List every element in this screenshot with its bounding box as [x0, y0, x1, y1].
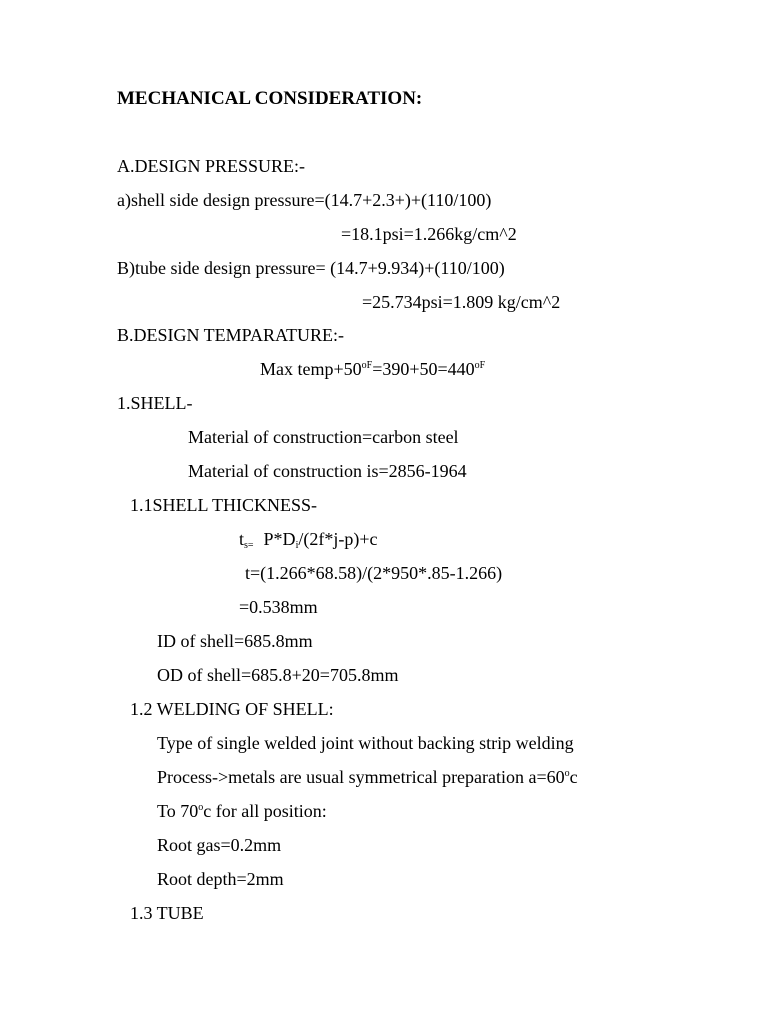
shell-material-standard: Material of construction is=2856-1964 — [188, 461, 467, 481]
shell-thickness-result: =0.538mm — [239, 597, 318, 617]
welding-process-text: Process->metals are usual symmetrical preparation a=60 — [157, 767, 565, 787]
formula-rhs-b: /(2f*j-p)+c — [298, 529, 378, 549]
tube-side-pressure-result: =25.734psi=1.809 kg/cm^2 — [362, 292, 561, 312]
formula-t-subscript: s= — [244, 540, 254, 551]
shell-side-pressure: a)shell side design pressure=(14.7+2.3+)+(110/100) — [117, 190, 492, 210]
shell-heading: 1.SHELL- — [117, 393, 193, 413]
root-gas: Root gas=0.2mm — [157, 835, 282, 855]
temp-formula-part1: Max temp+50 — [260, 359, 362, 379]
shell-thickness-heading: 1.1SHELL THICKNESS- — [130, 495, 318, 515]
temp-unit-superscript: oF — [361, 360, 373, 371]
welding-process — [157, 766, 578, 788]
formula-t: t — [239, 529, 245, 549]
tube-side-pressure: B)tube side design pressure= (14.7+9.934)+(110/100) — [117, 258, 505, 278]
degree-superscript: o — [564, 768, 570, 779]
degree-superscript: o — [198, 802, 204, 813]
formula-rhs-subscript: i — [295, 540, 299, 551]
welding-angle-text: To 70 — [157, 801, 199, 821]
formula-rhs-a: P*D — [263, 529, 296, 549]
temp-unit-superscript: oF — [474, 360, 486, 371]
root-depth: Root depth=2mm — [157, 869, 284, 889]
welding-angle-unit: c for all position: — [203, 801, 327, 821]
design-temperature-formula — [260, 358, 485, 380]
tube-heading: 1.3 TUBE — [130, 903, 204, 923]
shell-outer-diameter: OD of shell=685.8+20=705.8mm — [157, 665, 399, 685]
design-temperature-heading: B.DESIGN TEMPARATURE:- — [117, 325, 345, 345]
design-pressure-heading: A.DESIGN PRESSURE:- — [117, 156, 306, 176]
shell-thickness-formula — [239, 528, 377, 550]
document-title: MECHANICAL CONSIDERATION: — [117, 88, 423, 109]
shell-inner-diameter: ID of shell=685.8mm — [157, 631, 313, 651]
welding-type: Type of single welded joint without backing strip welding — [157, 733, 574, 753]
shell-side-pressure-result: =18.1psi=1.266kg/cm^2 — [341, 224, 517, 244]
welding-heading: 1.2 WELDING OF SHELL: — [130, 699, 334, 719]
shell-material: Material of construction=carbon steel — [188, 427, 459, 447]
welding-angle-range — [157, 800, 327, 822]
welding-process-unit: c — [569, 767, 578, 787]
shell-thickness-calc: t=(1.266*68.58)/(2*950*.85-1.266) — [245, 563, 503, 583]
temp-formula-part2: =390+50=440 — [372, 359, 475, 379]
